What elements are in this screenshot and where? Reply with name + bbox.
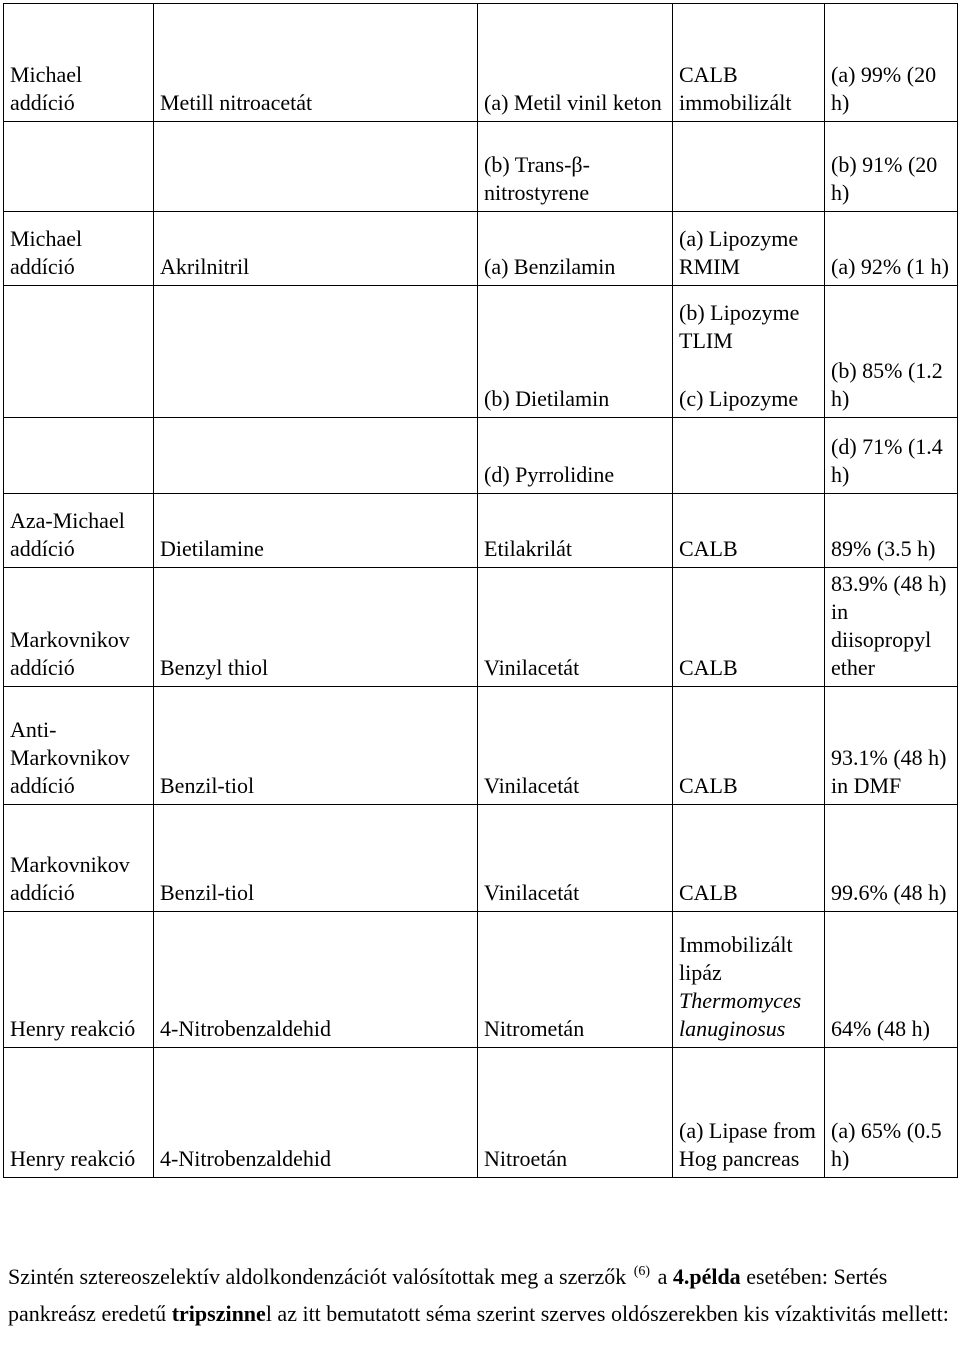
donor-cell: [154, 418, 478, 494]
yield-cell: (b) 85% (1.2 h): [825, 286, 958, 418]
yield-cell: 93.1% (48 h) in DMF: [825, 687, 958, 805]
enzyme-cell: [673, 286, 825, 418]
reaction-cell: Markovnikov addíció: [4, 805, 154, 912]
donor-cell: Benzyl thiol: [154, 568, 478, 687]
yield-cell: 83.9% (48 h) in diisopropyl ether: [825, 568, 958, 687]
enzyme-name: tripszinne: [171, 1301, 266, 1326]
table-row: [4, 687, 958, 805]
table-row: [4, 1048, 958, 1178]
enzyme-species-text: Thermomyces lanuginosus: [679, 988, 802, 1041]
table-row: [4, 805, 958, 912]
table-row: [4, 912, 958, 1048]
enzyme-cell: CALB: [673, 687, 825, 805]
enzyme-bottom-text: (c) Lipozyme: [679, 386, 799, 411]
reaction-cell: Henry reakció: [4, 912, 154, 1048]
acceptor-cell: Vinilacetát: [478, 805, 673, 912]
reaction-cell: Anti-Markovnikov addíció: [4, 687, 154, 805]
enzyme-cell: [673, 122, 825, 212]
reaction-cell: Markovnikov addíció: [4, 568, 154, 687]
yield-cell: (b) 91% (20 h): [825, 122, 958, 212]
acceptor-cell: Nitroetán: [478, 1048, 673, 1178]
enzyme-cell: (a) Lipase from Hog pancreas: [673, 1048, 825, 1178]
enzyme-cell: CALB: [673, 805, 825, 912]
donor-cell: Benzil-tiol: [154, 687, 478, 805]
reaction-cell: [4, 122, 154, 212]
yield-cell: (a) 65% (0.5 h): [825, 1048, 958, 1178]
acceptor-cell: (a) Metil vinil keton: [478, 4, 673, 122]
donor-cell: Dietilamine: [154, 494, 478, 568]
reaction-cell: [4, 418, 154, 494]
example-reference: 4.példa: [672, 1264, 741, 1289]
enzyme-cell: CALB: [673, 568, 825, 687]
enzyme-cell: (a) Lipozyme RMIM: [673, 212, 825, 286]
paragraph-text: l az itt bemutatott séma szerint szerves oldószerekben kis vízaktivitás mellett:: [265, 1301, 949, 1326]
paragraph-text: Szintén sztereoszelektív aldolkondenzációt valósítottak meg a szerzők: [8, 1264, 627, 1289]
table-row: [4, 286, 958, 418]
acceptor-cell: Vinilacetát: [478, 687, 673, 805]
yield-cell: 89% (3.5 h): [825, 494, 958, 568]
enzyme-cell: CALB: [673, 494, 825, 568]
reference-superscript: (6): [633, 1264, 651, 1279]
acceptor-cell: Vinilacetát: [478, 568, 673, 687]
table-row: [4, 212, 958, 286]
enzyme-top-text: (b) Lipozyme TLIM: [679, 300, 800, 353]
paragraph-text: a: [657, 1264, 668, 1289]
table-row: [4, 568, 958, 687]
donor-cell: [154, 286, 478, 418]
enzyme-cell: [673, 912, 825, 1048]
enzyme-cell: CALB immobilizált: [673, 4, 825, 122]
yield-cell: 99.6% (48 h): [825, 805, 958, 912]
table-row: [4, 122, 958, 212]
reaction-table: [3, 3, 958, 1178]
reaction-cell: Michael addíció: [4, 212, 154, 286]
acceptor-cell: Etilakrilát: [478, 494, 673, 568]
donor-cell: Metill nitroacetát: [154, 4, 478, 122]
donor-cell: Akrilnitril: [154, 212, 478, 286]
acceptor-cell: (d) Pyrrolidine: [478, 418, 673, 494]
yield-cell: (d) 71% (1.4 h): [825, 418, 958, 494]
donor-cell: 4-Nitrobenzaldehid: [154, 912, 478, 1048]
reaction-cell: Aza-Michael addíció: [4, 494, 154, 568]
reaction-cell: [4, 286, 154, 418]
reaction-cell: Henry reakció: [4, 1048, 154, 1178]
donor-cell: 4-Nitrobenzaldehid: [154, 1048, 478, 1178]
yield-cell: (a) 99% (20 h): [825, 4, 958, 122]
acceptor-cell: (b) Dietilamin: [478, 286, 673, 418]
body-paragraph: [8, 1253, 952, 1332]
table-row: [4, 418, 958, 494]
donor-cell: [154, 122, 478, 212]
reaction-cell: Michael addíció: [4, 4, 154, 122]
acceptor-cell: (b) Trans-β-nitrostyrene: [478, 122, 673, 212]
paragraph-text: esetében: Sertés pankreász eredetű: [8, 1264, 888, 1326]
acceptor-cell: (a) Benzilamin: [478, 212, 673, 286]
table-row: [4, 4, 958, 122]
yield-cell: (a) 92% (1 h): [825, 212, 958, 286]
enzyme-cell: [673, 418, 825, 494]
enzyme-plain-text: Immobilizált lipáz: [679, 932, 793, 985]
yield-cell: 64% (48 h): [825, 912, 958, 1048]
table-row: [4, 494, 958, 568]
acceptor-cell: Nitrometán: [478, 912, 673, 1048]
donor-cell: Benzil-tiol: [154, 805, 478, 912]
